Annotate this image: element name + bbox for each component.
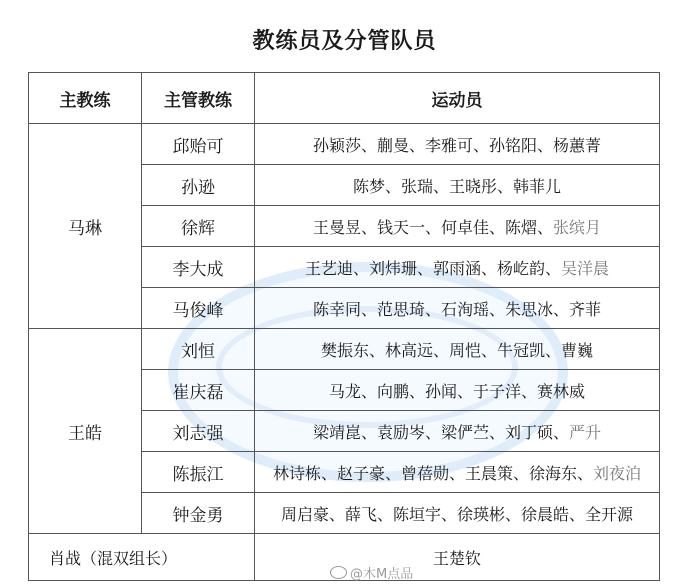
table-row bbox=[29, 329, 660, 370]
weibo-watermark: @木M点品 bbox=[330, 563, 413, 582]
sub-coach-cell: 刘恒 bbox=[142, 329, 255, 370]
players-cell: 林诗栋、赵子豪、曾蓓勋、王晨策、徐海东、刘夜泊 bbox=[255, 452, 660, 493]
players-cell: 王楚钦 bbox=[255, 534, 660, 581]
coach-table bbox=[28, 72, 660, 581]
table-header-row bbox=[29, 73, 660, 124]
sub-coach-cell: 孙逊 bbox=[142, 165, 255, 206]
players-cell: 马龙、向鹏、孙闻、于子洋、赛林威 bbox=[255, 370, 660, 411]
head-coach-cell: 王皓 bbox=[29, 329, 142, 534]
players-cell: 王曼昱、钱天一、何卓佳、陈熠、张缤月 bbox=[255, 206, 660, 247]
head-coach-cell: 马琳 bbox=[29, 124, 142, 329]
sub-coach-cell: 刘志强 bbox=[142, 411, 255, 452]
players-cell: 王艺迪、刘炜珊、郭雨涵、杨屹韵、吴洋晨 bbox=[255, 247, 660, 288]
sub-coach-cell: 崔庆磊 bbox=[142, 370, 255, 411]
sub-coach-cell: 钟金勇 bbox=[142, 493, 255, 534]
players-cell: 梁靖崑、袁励岑、梁俨苎、刘丁硕、严升 bbox=[255, 411, 660, 452]
weibo-icon bbox=[330, 566, 347, 579]
players-cell: 陈幸同、范思琦、石洵瑶、朱思冰、齐菲 bbox=[255, 288, 660, 329]
sub-coach-cell: 李大成 bbox=[142, 247, 255, 288]
players-cell: 周启豪、薛飞、陈垣宇、徐瑛彬、徐晨皓、全开源 bbox=[255, 493, 660, 534]
sub-coach-cell: 邱贻可 bbox=[142, 124, 255, 165]
mixed-doubles-lead-cell: 肖战（混双组长） bbox=[29, 534, 255, 581]
header-head-coach: 主教练 bbox=[29, 73, 142, 124]
players-cell: 樊振东、林高远、周恺、牛冠凯、曹巍 bbox=[255, 329, 660, 370]
header-sub-coach: 主管教练 bbox=[142, 73, 255, 124]
sub-coach-cell: 徐辉 bbox=[142, 206, 255, 247]
sub-coach-cell: 马俊峰 bbox=[142, 288, 255, 329]
sub-coach-cell: 陈振江 bbox=[142, 452, 255, 493]
players-cell: 陈梦、张瑞、王晓彤、韩菲儿 bbox=[255, 165, 660, 206]
players-cell: 孙颖莎、蒯曼、李雅可、孙铭阳、杨蕙菁 bbox=[255, 124, 660, 165]
page-title: 教练员及分管队员 bbox=[252, 28, 437, 54]
table-row bbox=[29, 124, 660, 165]
header-players: 运动员 bbox=[255, 73, 660, 124]
